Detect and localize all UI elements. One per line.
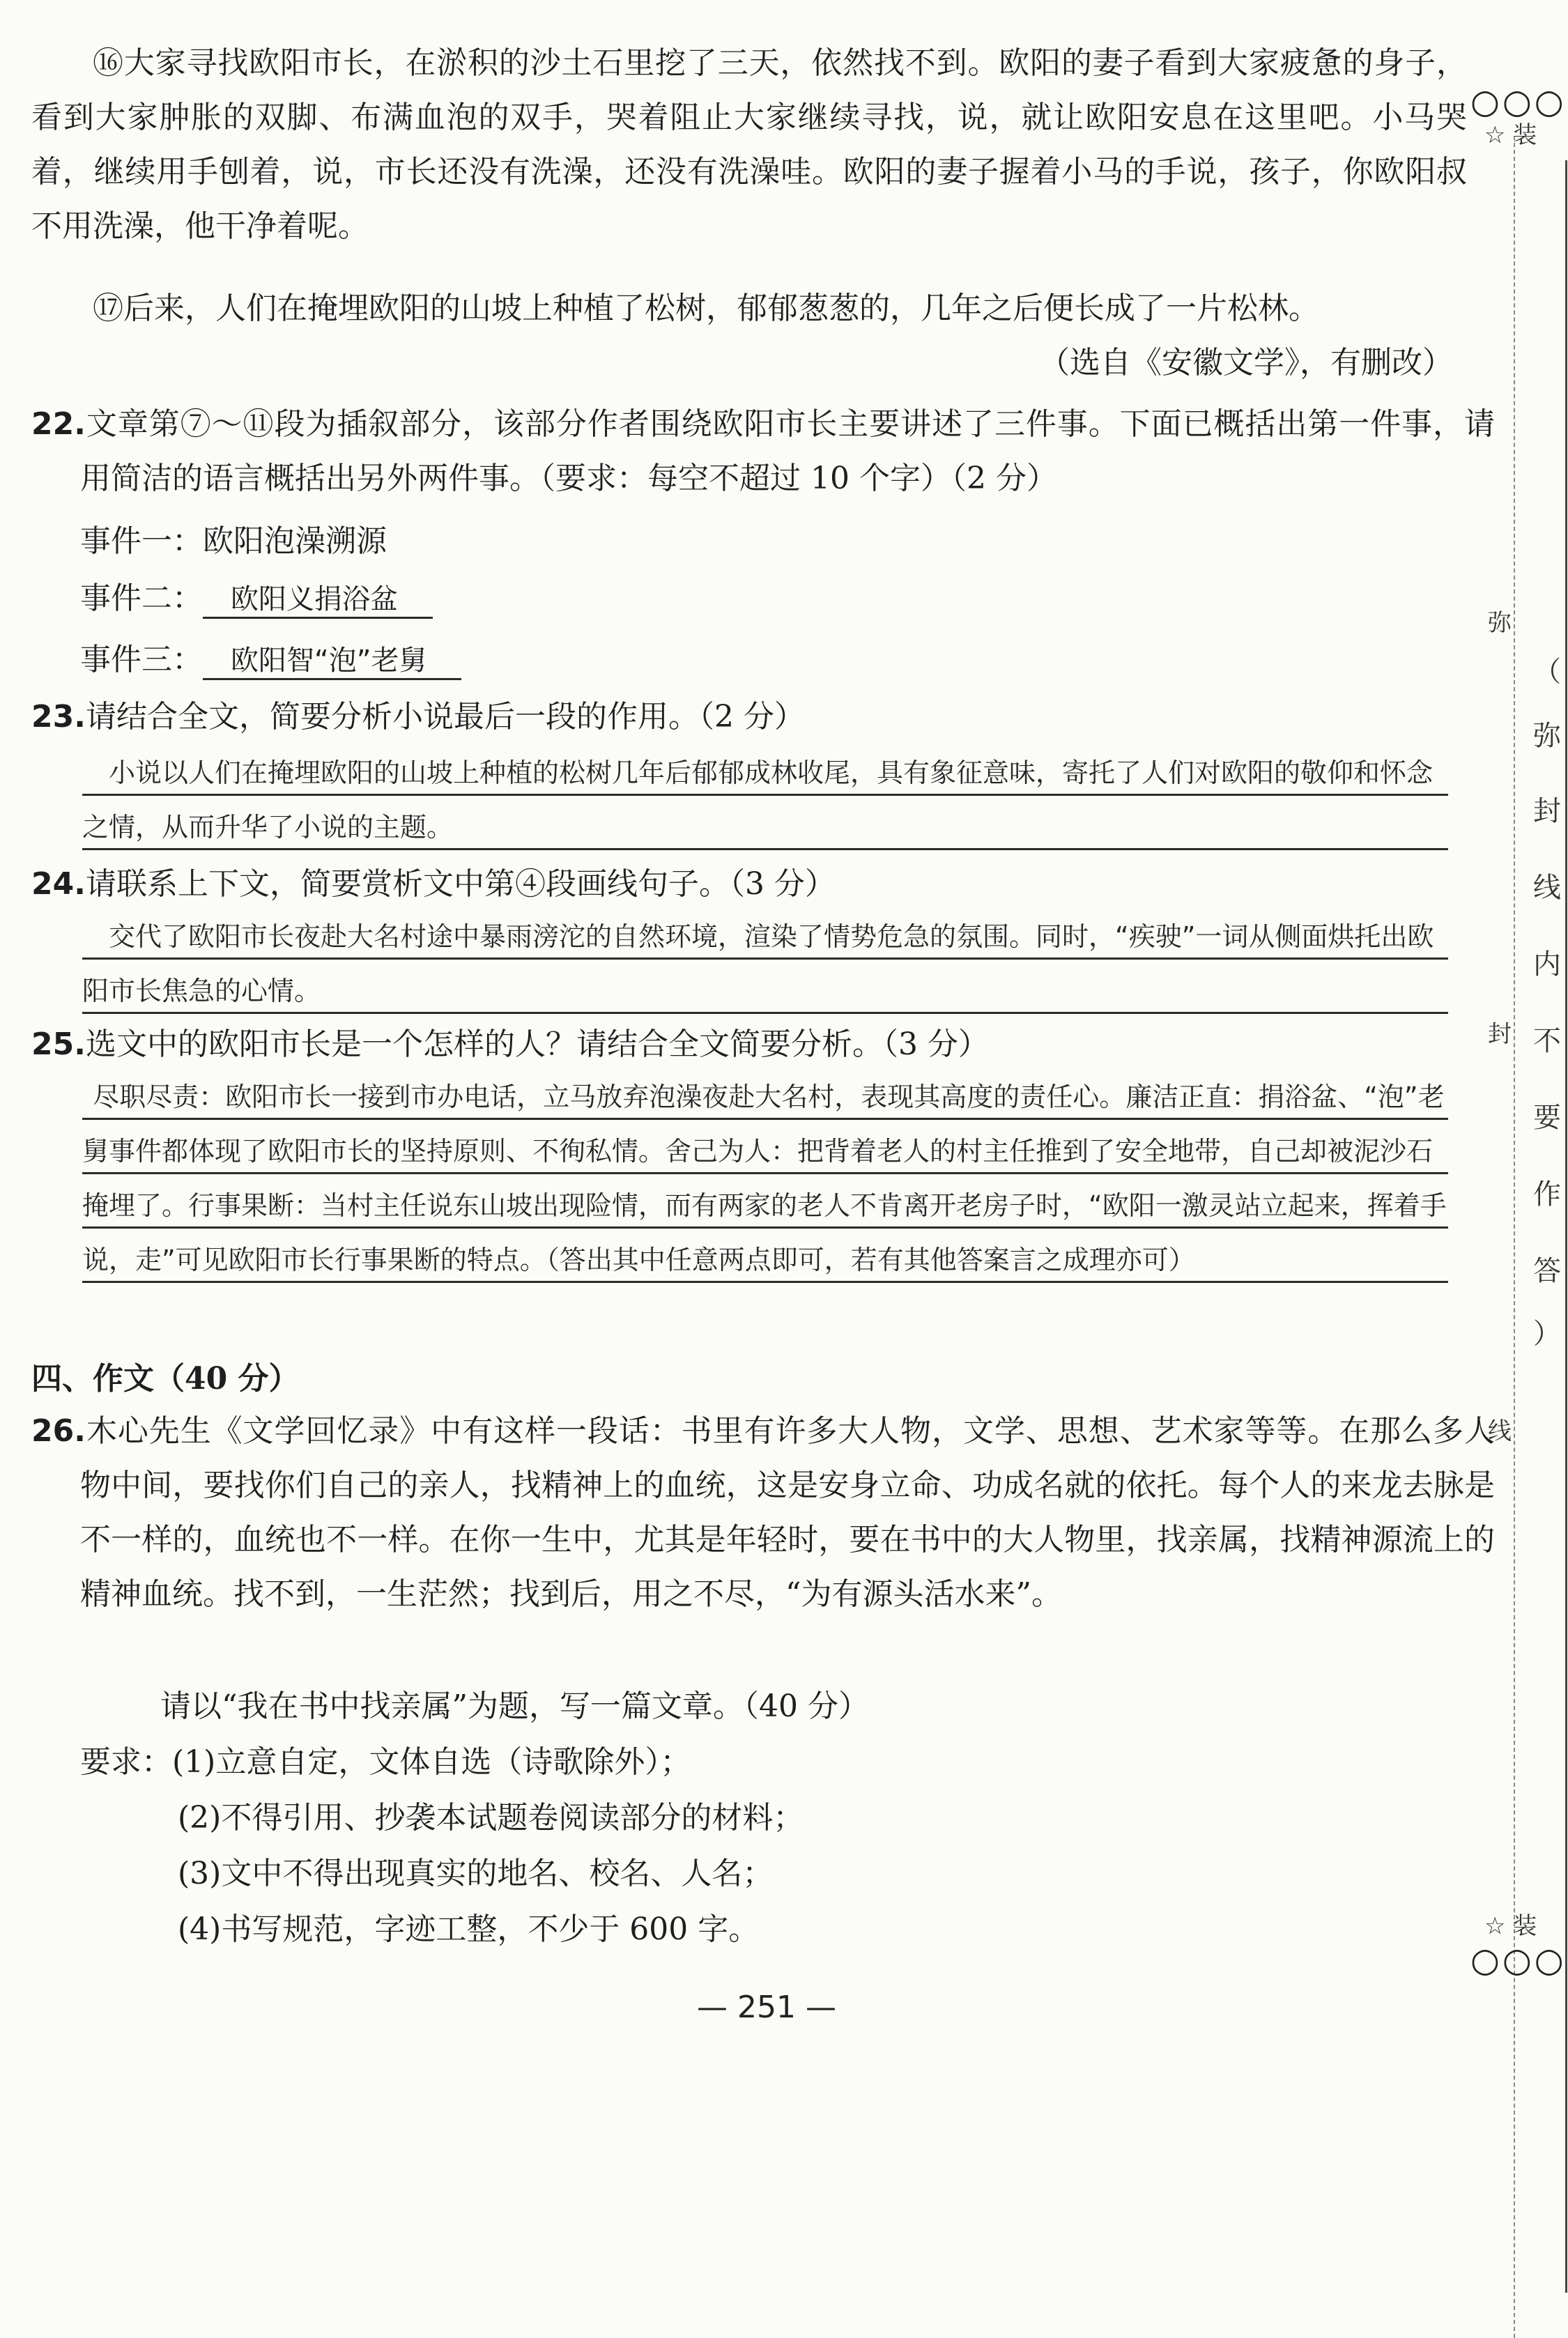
question-24 — [31, 864, 836, 905]
page-number: — 251 — — [697, 1990, 836, 2025]
event-2-answer: 欧阳义捐浴盆 — [203, 583, 433, 619]
question-text: 木心先生《文学回忆录》中有这样一段话：书里有许多大人物，文学、思想、艺术家等等。在那么多人物中间，要找你们自己的亲人，找精神上的血统，这是安身立命、功成名就的依托。每个人的来龙去脉是不一样的，血统也不一样。在你一生中，尤其是年轻时，要在书中的大人物里，找亲属，找精神源流上的精神血统。找不到，一生茫然；找到后，用之不尽，“为有源头活水来”。 — [80, 1413, 1495, 1612]
question-text: 请联系上下文，简要赏析文中第④段画线句子。（3 分） — [85, 866, 836, 902]
essay-requirement-4: (4)书写规范，字迹工整，不少于 600 字。 — [178, 1912, 760, 1947]
question-text: 选文中的欧阳市长是一个怎样的人？请结合全文简要分析。（3 分） — [85, 1026, 989, 1062]
answer-24: 交代了欧阳市长夜赴大名村途中暴雨滂沱的自然环境，渲染了情势危急的氛围。同时，“疾驶”一词从侧面烘托出欧阳市长焦急的心情。 — [82, 909, 1448, 1018]
paragraph-17: ⑰后来，人们在掩埋欧阳的山坡上种植了松树，郁郁葱葱的，几年之后便长成了一片松林。 — [93, 291, 1319, 326]
essay-requirement-3: (3)文中不得出现真实的地名、校名、人名； — [178, 1856, 774, 1891]
essay-prompt: 请以“我在书中找亲属”为题，写一篇文章。（40 分） — [160, 1689, 869, 1724]
notice-char: 不 — [1533, 1025, 1561, 1057]
binding-line-dashed — [1514, 136, 1515, 2338]
question-number: 22. — [31, 406, 86, 442]
event-3-answer: 欧阳智“泡”老舅 — [203, 645, 461, 680]
notice-char: 线 — [1533, 872, 1561, 904]
essay-requirement-1: 要求：(1)立意自定，文体自选（诗歌除外）； — [80, 1744, 691, 1780]
notice-char: 作 — [1533, 1178, 1561, 1210]
question-25 — [31, 1024, 989, 1065]
notice-char: ） — [1533, 1318, 1561, 1350]
event-2 — [80, 578, 433, 620]
question-number: 24. — [31, 866, 86, 902]
zhuang-bottom-label: ☆ 装 — [1484, 1912, 1537, 1940]
passage-source: （选自《安徽文学》，有删改） — [1039, 345, 1453, 380]
essay-requirement-2: (2)不得引用、抄袭本试题卷阅读部分的材料； — [178, 1800, 804, 1836]
feng-label: 封 — [1488, 1020, 1512, 1048]
question-number: 26. — [31, 1413, 86, 1449]
event-2-label: 事件二： — [80, 580, 203, 616]
top-circles: ○○○ — [1470, 82, 1567, 121]
question-number: 25. — [31, 1026, 86, 1062]
question-22 — [31, 397, 1495, 506]
answer-25: 尽职尽责：欧阳市长一接到市办电话，立马放弃泡澡夜赴大名村，表现其高度的责任心。廉洁正直：捐浴盆、“泡”老舅事件都体现了欧阳市长的坚持原则、不徇私情。舍己为人：把背着老人的村主任推到了安全地带，自己却被泥沙石掩埋了。行事果断：当村主任说东山坡出现险情，而有两家的老人不肯离开老房子时，“欧阳一激灵站立起来，挥着手说，走”可见欧阳市长行事果断的特点。（答出其中任意两点即可，若有其他答案言之成理亦可） — [82, 1070, 1448, 1287]
notice-char: （ — [1533, 656, 1561, 688]
question-26 — [31, 1404, 1495, 1622]
notice-char: 答 — [1533, 1255, 1561, 1287]
answer-23: 小说以人们在掩埋欧阳的山坡上种植的松树几年后郁郁成林收尾，具有象征意味，寄托了人们对欧阳的敬仰和怀念之情，从而升华了小说的主题。 — [82, 746, 1448, 854]
event-3-label: 事件三： — [80, 642, 203, 677]
xian-label: 线 — [1488, 1417, 1512, 1445]
event-1: 事件一：欧阳泡澡溯源 — [80, 523, 387, 559]
question-23 — [31, 697, 805, 737]
question-text: 请结合全文，简要分析小说最后一段的作用。（2 分） — [85, 699, 805, 735]
notice-char: 弥 — [1533, 720, 1561, 752]
notice-char: 要 — [1533, 1102, 1561, 1134]
event-3 — [80, 640, 461, 681]
question-text: 文章第⑦～⑪段为插叙部分，该部分作者围绕欧阳市长主要讲述了三件事。下面已概括出第一件事，请用简洁的语言概括出另外两件事。（要求：每空不超过 10 个字）（2 分） — [80, 406, 1495, 496]
section-heading: 四、作文（40 分） — [31, 1361, 300, 1397]
bottom-circles: ○○○ — [1470, 1941, 1567, 1980]
notice-char: 封 — [1533, 795, 1561, 827]
question-number: 23. — [31, 699, 86, 735]
paragraph-16: ⑯大家寻找欧阳市长，在淤积的沙土石里挖了三天，依然找不到。欧阳的妻子看到大家疲惫的身子，看到大家肿胀的双脚、布满血泡的双手，哭着阻止大家继续寻找，说，就让欧阳安息在这里吧。小马哭着，继续用手刨着，说，市长还没有洗澡，还没有洗澡哇。欧阳的妻子握着小马的手说，孩子，你欧阳叔不用洗澡，他干净着呢。 — [31, 45, 1467, 244]
mi-label: 弥 — [1488, 609, 1512, 637]
notice-char: 内 — [1533, 948, 1561, 980]
zhuang-top-label: ☆ 装 — [1484, 121, 1537, 149]
